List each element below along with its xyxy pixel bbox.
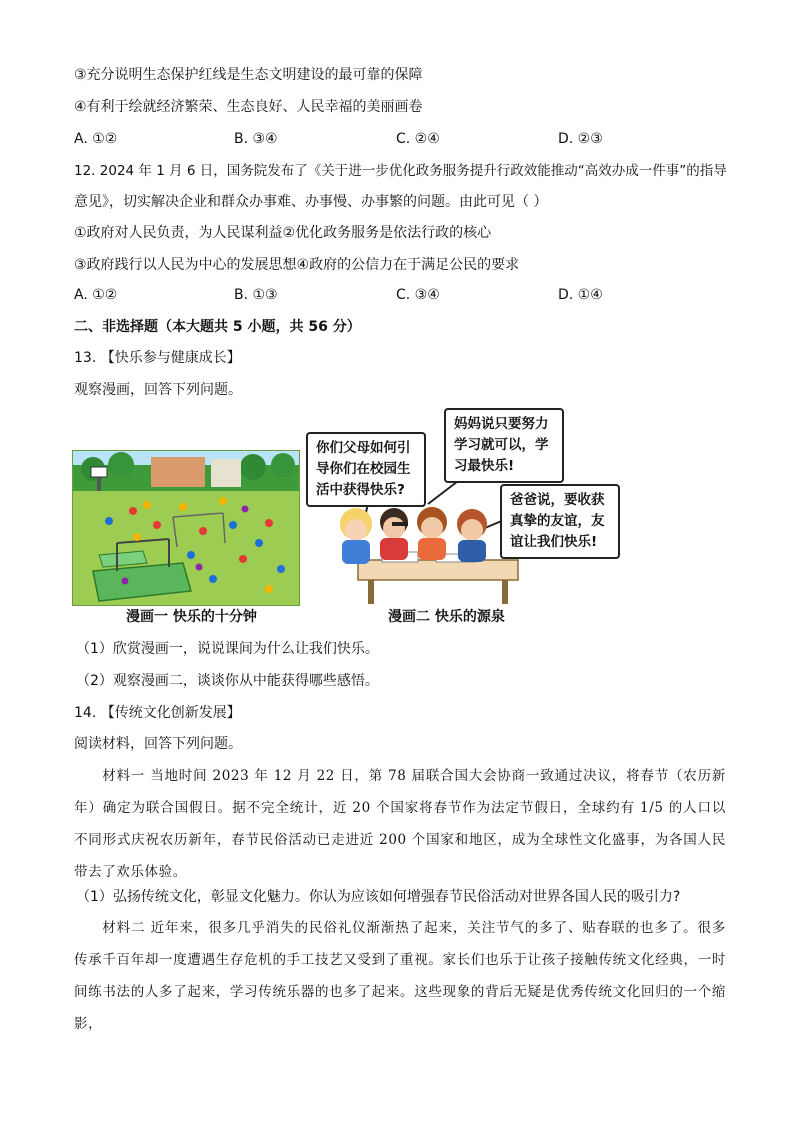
q11-item-4: ④有利于绘就经济繁荣、生态良好、人民幸福的美丽画卷 <box>74 99 423 115</box>
comic-one-illustration <box>72 450 300 606</box>
q11-option-d: D. ②③ <box>558 131 603 147</box>
comic-two-caption: 漫画二 快乐的源泉 <box>388 609 505 625</box>
comic-two-illustration <box>312 400 628 606</box>
material-2-text: 材料二 近年来，很多几乎消失的民俗礼仪渐渐热了起来，关注节气的多了、贴春联的也多了。很多传承千百年却一度遭遇生存危机的手工技艺又受到了重视。家长们也乐于让孩子接触传统文化经典，一时间练书法的人多了起来，学习传统乐器的也多了起来。这些现象的背后无疑是优秀传统文化回归的一个缩影， <box>74 920 726 1032</box>
bubble-right-line-1: 爸爸说，要收获 <box>510 492 605 508</box>
speech-bubble-right <box>500 484 620 559</box>
q12-option-c: C. ③④ <box>396 287 440 303</box>
q11-option-a: A. ①② <box>74 131 118 147</box>
q12-option-d: D. ①④ <box>558 287 603 303</box>
q14-title: 14. 【传统文化创新发展】 <box>74 705 241 721</box>
q12-items-1-2: ①政府对人民负责，为人民谋利益②优化政务服务是依法行政的核心 <box>74 225 492 241</box>
q14-subquestion-1: （1）弘扬传统文化，彰显文化魅力。你认为应该如何增强春节民俗活动对世界各国人民的吸引力? <box>76 889 681 905</box>
bubble-right-line-2: 真挚的友谊，友 <box>510 513 605 529</box>
q14-intro: 阅读材料，回答下列问题。 <box>74 736 242 752</box>
q14-material-2 <box>74 912 726 1040</box>
speech-bubble-left <box>306 432 426 507</box>
bubble-right-line-3: 谊让我们快乐! <box>510 534 598 550</box>
bubble-top-line-3: 习最快乐! <box>454 458 515 474</box>
q13-subquestion-1: （1）欣赏漫画一，说说课间为什么让我们快乐。 <box>76 641 379 657</box>
bubble-left-line-3: 活中获得快乐? <box>316 482 405 498</box>
section-2-heading: 二、非选择题（本大题共 5 小题，共 56 分） <box>74 319 361 335</box>
q12-stem-line-1: 12. 2024 年 1 月 6 日，国务院发布了《关于进一步优化政务服务提升行政效能推动“高效办成一件事”的指导 <box>74 163 727 179</box>
q12-items-3-4: ③政府践行以人民为中心的发展思想④政府的公信力在于满足公民的要求 <box>74 257 520 273</box>
q12-option-a: A. ①② <box>74 287 118 303</box>
q14-material-1 <box>74 760 726 888</box>
q11-item-3: ③充分说明生态保护红线是生态文明建设的最可靠的保障 <box>74 67 423 83</box>
q13-subquestion-2: （2）观察漫画二，谈谈你从中能获得哪些感悟。 <box>76 673 379 689</box>
speech-bubble-top <box>444 408 564 483</box>
q12-option-b: B. ①③ <box>234 287 278 303</box>
bubble-left-line-1: 你们父母如何引 <box>316 440 411 456</box>
bubble-top-line-2: 学习就可以，学 <box>454 437 549 453</box>
q11-option-b: B. ③④ <box>234 131 278 147</box>
q13-intro: 观察漫画，回答下列问题。 <box>74 382 242 398</box>
q11-option-c: C. ②④ <box>396 131 440 147</box>
material-1-text: 材料一 当地时间 2023 年 12 月 22 日，第 78 届联合国大会协商一致通过决议，将春节（农历新年）确定为联合国假日。据不完全统计，近 20 个国家将春节作为法定节假日，全球约有 1/5 的人口以不同形式庆祝农历新年，春节民俗活动已走进近 200 个国家和地区，成为全球性文化盛事，为各国人民带去了欢乐体验。 <box>74 768 726 880</box>
comic-one-caption: 漫画一 快乐的十分钟 <box>126 609 257 625</box>
q12-stem-line-2: 意见》，切实解决企业和群众办事难、办事慢、办事繁的问题。由此可见（ ） <box>74 194 548 210</box>
bubble-top-line-1: 妈妈说只要努力 <box>454 416 549 432</box>
bubble-left-line-2: 导你们在校园生 <box>316 461 411 477</box>
q13-title: 13. 【快乐参与健康成长】 <box>74 350 241 366</box>
